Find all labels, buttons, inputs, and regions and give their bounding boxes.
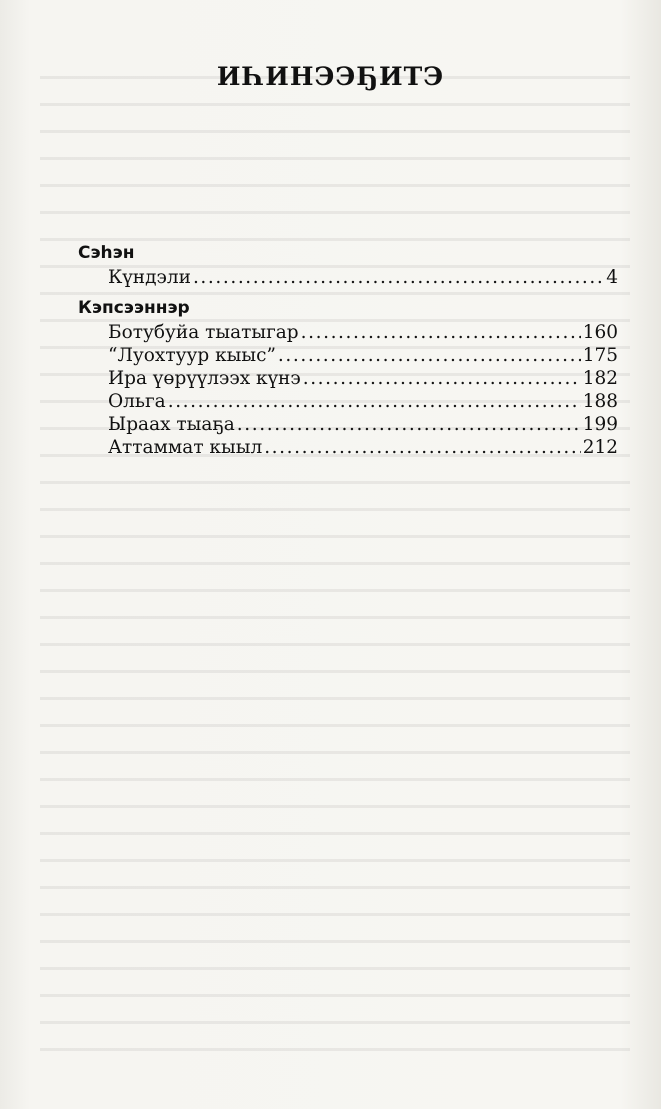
section-heading-stories: Кэпсээннэр bbox=[78, 298, 190, 318]
toc-entry-page: 4 bbox=[606, 267, 618, 288]
toc-entry bbox=[108, 390, 618, 413]
toc-entry bbox=[108, 321, 618, 344]
dot-leader bbox=[303, 367, 581, 390]
toc-entry-page: 175 bbox=[582, 345, 618, 366]
toc-entry bbox=[108, 413, 618, 436]
toc-entry-page: 212 bbox=[582, 437, 618, 458]
toc-entry bbox=[108, 344, 618, 367]
section-heading-story: Сэһэн bbox=[78, 243, 135, 263]
toc-entry-title: Аттаммат кыыл bbox=[108, 437, 263, 458]
dot-leader bbox=[168, 390, 581, 413]
toc-entry bbox=[108, 367, 618, 390]
toc-entry-page: 182 bbox=[582, 368, 618, 389]
dot-leader bbox=[301, 321, 581, 344]
toc-entry-page: 160 bbox=[582, 322, 618, 343]
toc-entry-title: Күндэли bbox=[108, 267, 191, 288]
toc-entry-title: “Луохтуур кыыс” bbox=[108, 345, 276, 366]
table-of-contents bbox=[78, 240, 618, 459]
toc-entry bbox=[108, 436, 618, 459]
toc-entry-page: 188 bbox=[582, 391, 618, 412]
toc-entry-title: Ира үөрүүлээх күнэ bbox=[108, 368, 301, 389]
page-title: ИҺИНЭЭҔИТЭ bbox=[216, 62, 445, 91]
show-through-text bbox=[40, 60, 630, 1060]
toc-entry-title: Ыраах тыаҕа bbox=[108, 414, 235, 435]
dot-leader bbox=[193, 266, 604, 289]
toc-entry-title: Ольга bbox=[108, 391, 166, 412]
toc-entry bbox=[108, 266, 618, 289]
dot-leader bbox=[237, 413, 581, 436]
toc-entry-title: Ботубуйа тыатыгар bbox=[108, 322, 299, 343]
dot-leader bbox=[264, 436, 580, 459]
toc-entry-page: 199 bbox=[582, 414, 618, 435]
dot-leader bbox=[278, 344, 581, 367]
